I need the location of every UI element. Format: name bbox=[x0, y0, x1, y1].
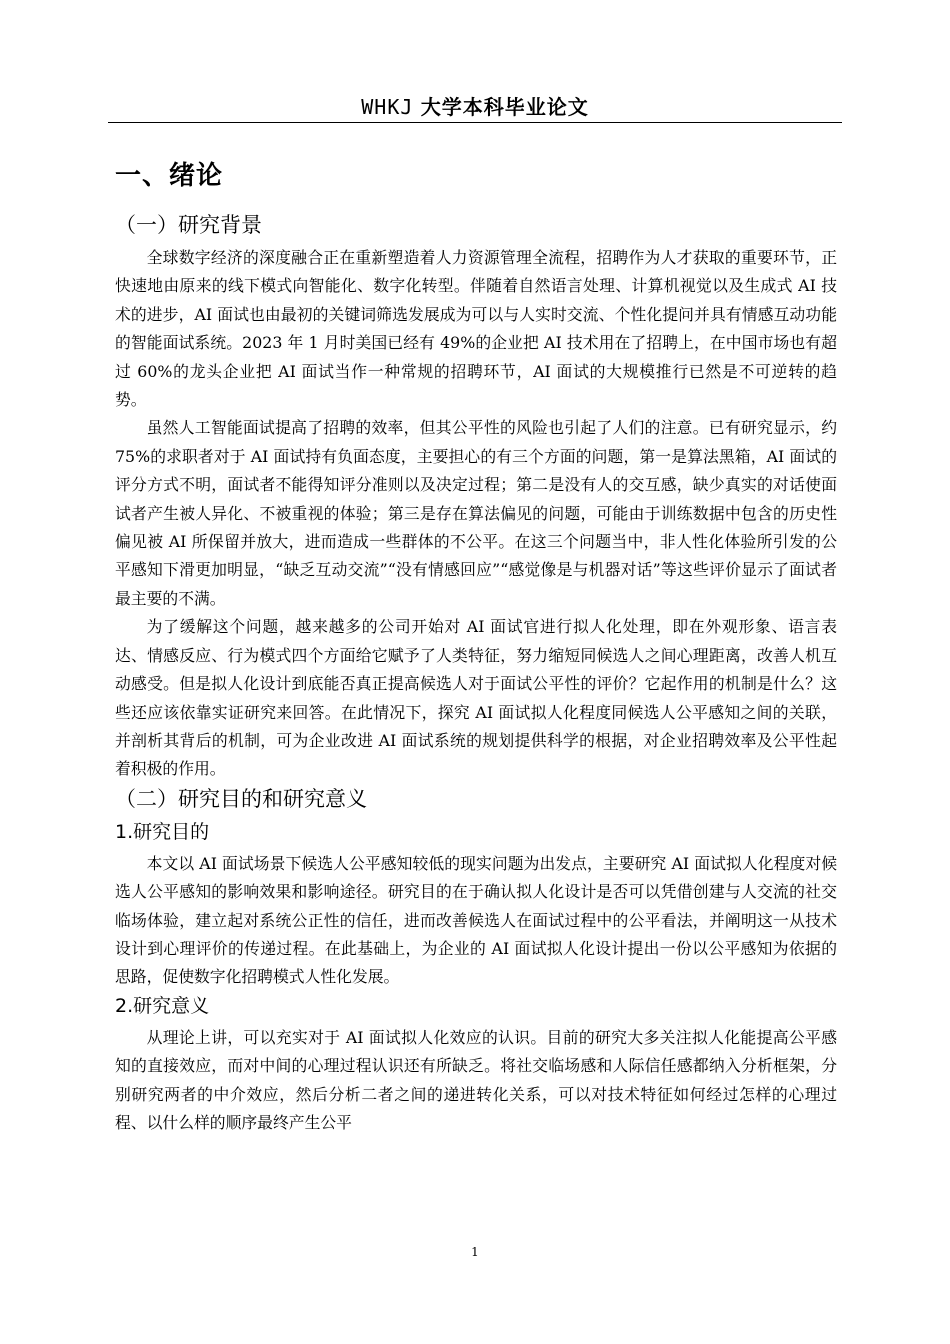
running-header bbox=[108, 93, 842, 121]
page-body bbox=[115, 156, 837, 1137]
paragraph-significance-1: 从理论上讲，可以充实对于 AI 面试拟人化效应的认识。目前的研究大多关注拟人化能提高公平感知的直接效应，而对中间的心理过程认识还有所缺乏。将社交临场感和人际信任感都纳入分析框架，分别研究两者的中介效应，然后分析二者之间的递进转化关系，可以对技术特征如何经过怎样的心理过程、以什么样的顺序最终产生公平 bbox=[115, 1027, 837, 1132]
header-title: 大学本科毕业论文 bbox=[420, 95, 589, 119]
subsection-title-purpose: 1.研究目的 bbox=[115, 820, 210, 843]
page-number: 1 bbox=[471, 1245, 479, 1259]
paragraph-background-1: 全球数字经济的深度融合正在重新塑造着人力资源管理全流程，招聘作为人才获取的重要环节，正快速地由原来的线下模式向智能化、数字化转型。伴随着自然语言处理、计算机视觉以及生成式 AI 技术的进步，AI 面试也由最初的关键词筛选发展成为可以与人实时交流、个性化提问并具有情感互动功能的智能面试系统。2023 年 1 月时美国已经有 49%的企业把 AI 技术用在了招聘上，在中国市场也有超过 60%的龙头企业把 AI 面试当作一种常规的招聘环节，AI 面试的大规模推行已然是不可逆转的趋势。 bbox=[115, 248, 837, 410]
paragraph-background-2: 虽然人工智能面试提高了招聘的效率，但其公平性的风险也引起了人们的注意。已有研究显示，约 75%的求职者对于 AI 面试持有负面态度，主要担心的有三个方面的问题，第一是算法黑箱，AI 面试的评分方式不明，面试者不能得知评分准则以及决定过程；第二是没有人的交互感，缺少真实的对话使面试者产生被人异化、不被重视的体验；第三是存在算法偏见的问题，可能由于训练数据中包含的历史性偏见被 AI 所保留并放大，进而造成一些群体的不公平。在这三个问题当中，非人性化体验所引发的公平感知下滑更加明显，“缺乏互动交流”“没有情感回应”“感觉像是与机器对话”等这些评价显示了面试者最主要的不满。 bbox=[115, 418, 837, 608]
paragraph-background-3: 为了缓解这个问题，越来越多的公司开始对 AI 面试官进行拟人化处理，即在外观形象、语言表达、情感反应、行为模式四个方面给它赋予了人类特征，努力缩短同候选人之间心理距离，改善人机互动感受。但是拟人化设计到底能否真正提高候选人对于面试公平性的评价？它起作用的机制是什么？这些还应该依靠实证研究来回答。在此情况下，探究 AI 面试拟人化程度同候选人公平感知之间的关联，并剖析其背后的机制，可为企业改进 AI 面试系统的规划提供科学的根据，对企业招聘效率及公平性起着积极的作用。 bbox=[115, 617, 837, 779]
chapter-title: 一、绪论 bbox=[115, 161, 224, 191]
header-code: WHKJ bbox=[361, 95, 414, 119]
paragraph-purpose-1: 本文以 AI 面试场景下候选人公平感知较低的现实问题为出发点，主要研究 AI 面试拟人化程度对候选人公平感知的影响效果和影响途径。研究目的在于确认拟人化设计是否可以凭借创建与人交流的社交临场体验，建立起对系统公正性的信任，进而改善候选人在面试过程中的公平看法，并阐明这一从技术设计到心理评价的传递过程。在此基础上，为企业的 AI 面试拟人化设计提出一份以公平感知为依据的思路，促使数字化招聘模式人性化发展。 bbox=[115, 853, 837, 987]
subsection-title-significance: 2.研究意义 bbox=[115, 994, 210, 1017]
section-title-background: （一）研究背景 bbox=[115, 213, 262, 237]
section-title-purpose-significance: （二）研究目的和研究意义 bbox=[115, 786, 367, 811]
header-rule bbox=[108, 122, 842, 123]
